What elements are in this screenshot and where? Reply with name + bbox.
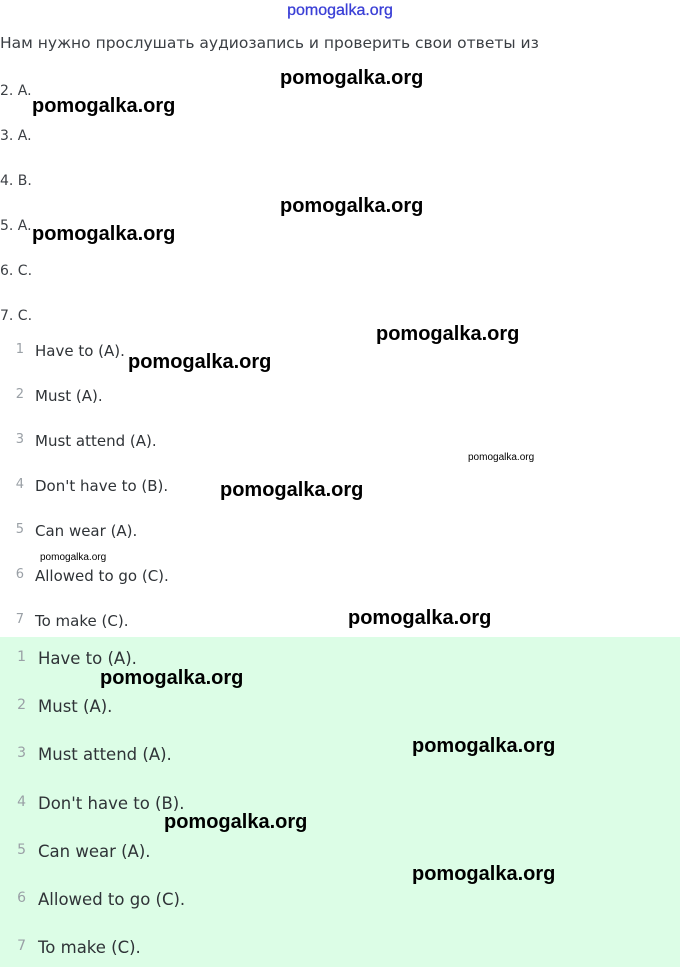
watermark-text: pomogalka.org: [280, 67, 424, 89]
list-item-text: Can wear (A).: [38, 842, 151, 861]
list-item-number: 2: [17, 697, 26, 713]
watermark-text: pomogalka.org: [128, 351, 272, 373]
list-item-number: 3: [17, 745, 26, 761]
answer-item: 6. C.: [0, 263, 33, 279]
list-item-text: Allowed to go (C).: [38, 890, 186, 909]
watermark-text: pomogalka.org: [100, 667, 244, 689]
list-item-number: 2: [15, 387, 24, 402]
list-item-number: 1: [15, 342, 24, 357]
watermark-text: pomogalka.org: [164, 811, 308, 833]
watermark-text: pomogalka.org: [32, 223, 176, 245]
watermark-text: pomogalka.org: [376, 323, 520, 345]
list-item-text: Must attend (A).: [35, 432, 157, 450]
watermark-text: pomogalka.org: [220, 479, 364, 501]
site-logo[interactable]: pomogalka.org: [287, 2, 393, 19]
watermark-text: pomogalka.org: [40, 552, 107, 563]
list-item-text: Must (A).: [38, 697, 113, 716]
list-item-number: 4: [17, 794, 26, 810]
watermark-text: pomogalka.org: [412, 735, 556, 757]
list-item-number: 1: [17, 649, 26, 665]
intro-text: Нам нужно прослушать аудиозапись и проверить свои ответы из: [0, 34, 539, 52]
watermark-text: pomogalka.org: [280, 195, 424, 217]
list-item-number: 3: [15, 432, 24, 447]
list-item-text: Have to (A).: [38, 649, 137, 668]
list-item-text: Have to (A).: [35, 342, 125, 360]
list-item-text: Don't have to (B).: [35, 477, 169, 495]
list-item-text: Must (A).: [35, 387, 103, 405]
list-item-text: Don't have to (B).: [38, 794, 185, 813]
list-item-text: Allowed to go (C).: [35, 567, 169, 585]
list-item-text: To make (C).: [38, 938, 141, 957]
watermark-text: pomogalka.org: [348, 607, 492, 629]
list-item-number: 7: [17, 938, 26, 954]
watermark-text: pomogalka.org: [412, 863, 556, 885]
list-item-text: To make (C).: [35, 612, 129, 630]
answer-item: 4. B.: [0, 173, 32, 189]
watermark-text: pomogalka.org: [32, 95, 176, 117]
answer-item: 2. A.: [0, 83, 32, 99]
list-item-text: Must attend (A).: [38, 745, 172, 764]
list-item-number: 5: [17, 842, 26, 858]
list-item-number: 4: [15, 477, 24, 492]
list-item-number: 6: [17, 890, 26, 906]
answer-item: 7. C.: [0, 308, 33, 324]
list-item-number: 7: [15, 612, 24, 627]
list-item-number: 5: [15, 522, 24, 537]
list-item-number: 6: [15, 567, 24, 582]
answer-item: 3. A.: [0, 128, 32, 144]
list-item-text: Can wear (A).: [35, 522, 138, 540]
answer-item: 5. A.: [0, 218, 32, 234]
watermark-text: pomogalka.org: [468, 452, 535, 463]
